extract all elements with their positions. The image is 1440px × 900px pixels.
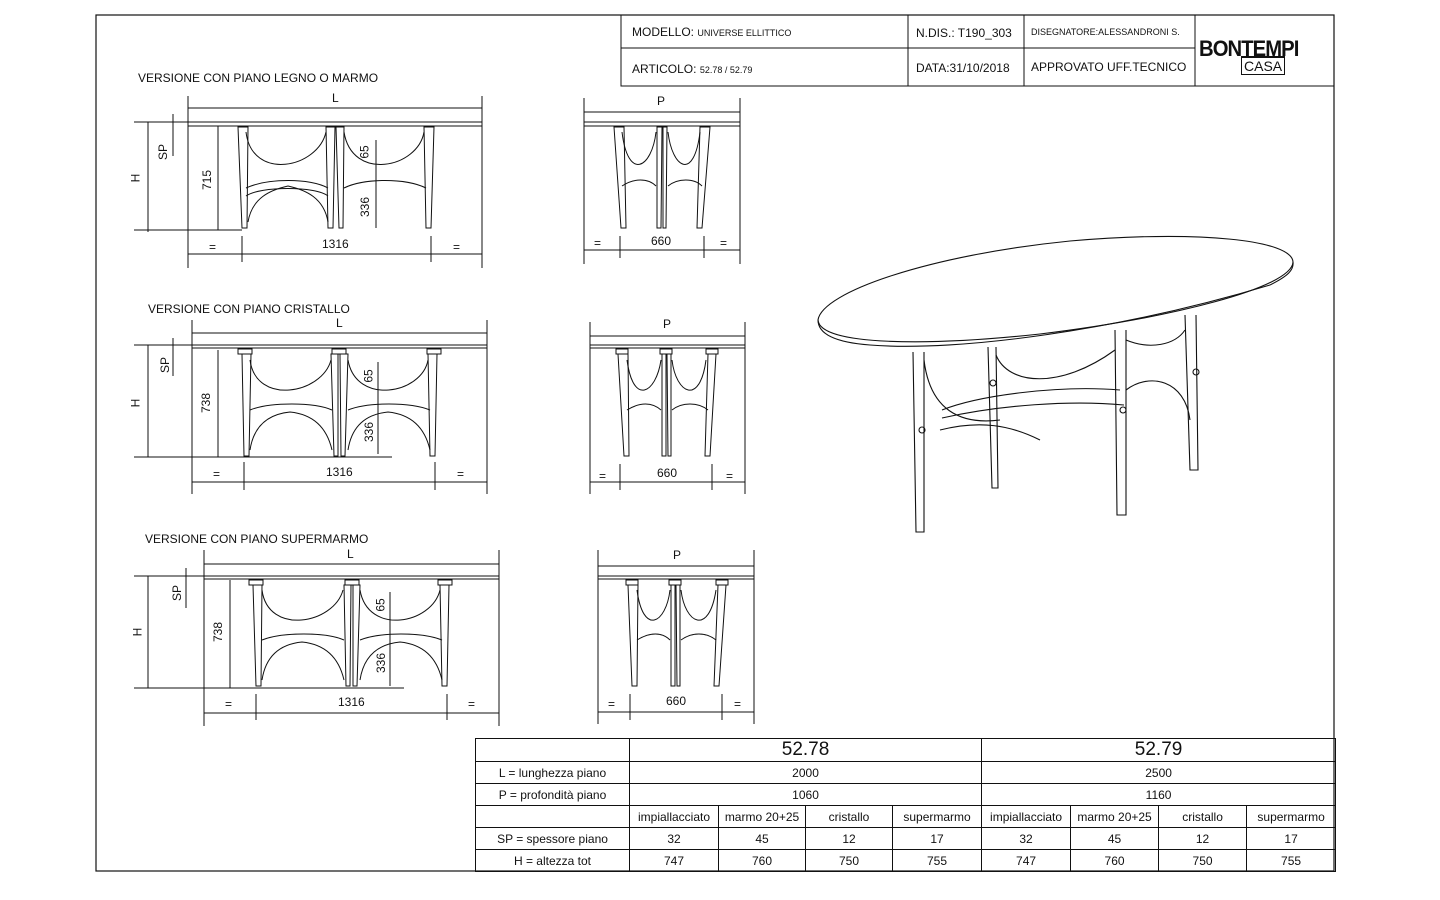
dim-P-3: P bbox=[673, 548, 682, 562]
articolo-field bbox=[632, 62, 752, 76]
ndis-label: N.DIS.: bbox=[916, 26, 955, 40]
ndis-field bbox=[916, 26, 1012, 40]
SP-value: 12 bbox=[1159, 828, 1247, 850]
dim-eq-2b: = bbox=[457, 467, 465, 481]
front-view-1 bbox=[134, 96, 482, 268]
finish-cell: marmo 20+25 bbox=[719, 806, 806, 828]
dim-H-3: H bbox=[130, 627, 145, 637]
articolo-label: ARTICOLO: bbox=[632, 62, 697, 76]
approval-field: APPROVATO UFF.TECNICO bbox=[1031, 60, 1187, 74]
section-title-legno: VERSIONE CON PIANO LEGNO O MARMO bbox=[138, 71, 379, 85]
dim-SP-3: SP bbox=[170, 584, 185, 602]
L-value-1: 2000 bbox=[630, 762, 982, 784]
SP-value: 12 bbox=[806, 828, 893, 850]
H-value: 760 bbox=[719, 850, 806, 872]
SP-value: 45 bbox=[719, 828, 806, 850]
dim-eq-1a: = bbox=[209, 240, 217, 254]
dim-eq-3c: = bbox=[608, 697, 616, 711]
dim-SP-2: SP bbox=[158, 356, 173, 374]
SP-value: 17 bbox=[1247, 828, 1336, 850]
modello-field bbox=[632, 25, 791, 39]
finish-cell: supermarmo bbox=[1247, 806, 1336, 828]
section-title-cristallo: VERSIONE CON PIANO CRISTALLO bbox=[148, 302, 350, 316]
dim-eq-1c: = bbox=[594, 236, 602, 250]
H-value: 750 bbox=[1159, 850, 1247, 872]
P-value-1: 1060 bbox=[630, 784, 982, 806]
row-label-P: P = profondità piano bbox=[476, 784, 630, 806]
dim-depth-1: 660 bbox=[651, 234, 672, 248]
dim-eq-1d: = bbox=[720, 236, 728, 250]
dim-eq-3a: = bbox=[225, 697, 233, 711]
table-row-models bbox=[476, 739, 1336, 762]
logo-casa: CASA bbox=[1241, 56, 1285, 75]
table-row-finishes bbox=[476, 806, 1336, 828]
table-row-L bbox=[476, 762, 1336, 784]
designer-field: DISEGNATORE:ALESSANDRONI S. bbox=[1031, 27, 1180, 37]
logo-wordmark: BONTEMPI bbox=[1199, 36, 1299, 61]
model-header-1: 52.78 bbox=[630, 739, 982, 762]
P-value-2: 1160 bbox=[982, 784, 1336, 806]
finish-cell: cristallo bbox=[806, 806, 893, 828]
dim-height-3: 738 bbox=[211, 621, 226, 643]
bontempi-casa-logo bbox=[1199, 24, 1332, 76]
dim-gap-2: 65 bbox=[361, 369, 376, 383]
dim-height-1: 715 bbox=[200, 169, 215, 191]
row-label-SP: SP = spessore piano bbox=[476, 828, 630, 850]
dim-lower-3: 336 bbox=[374, 652, 389, 674]
table-row-P bbox=[476, 784, 1336, 806]
dim-length-1: 1316 bbox=[322, 237, 349, 251]
finish-cell: marmo 20+25 bbox=[1071, 806, 1159, 828]
dim-SP-1: SP bbox=[156, 143, 171, 161]
H-value: 755 bbox=[893, 850, 982, 872]
dim-gap-1: 65 bbox=[357, 145, 372, 159]
SP-value: 45 bbox=[1071, 828, 1159, 850]
dim-eq-3b: = bbox=[468, 697, 476, 711]
H-value: 755 bbox=[1247, 850, 1336, 872]
dim-eq-2a: = bbox=[213, 467, 221, 481]
articolo-value: 52.78 / 52.79 bbox=[699, 65, 753, 75]
dim-L-3: L bbox=[347, 547, 354, 561]
dim-gap-3: 65 bbox=[373, 598, 388, 612]
finishes-blank bbox=[476, 806, 630, 828]
dim-H-1: H bbox=[128, 173, 143, 183]
H-value: 760 bbox=[1071, 850, 1159, 872]
dim-eq-2d: = bbox=[726, 469, 734, 483]
spec-table bbox=[475, 738, 1336, 872]
dim-depth-2: 660 bbox=[657, 466, 678, 480]
SP-value: 17 bbox=[893, 828, 982, 850]
perspective-view bbox=[818, 237, 1293, 532]
dim-eq-2c: = bbox=[599, 469, 607, 483]
row-label-H: H = altezza tot bbox=[476, 850, 630, 872]
dim-length-3: 1316 bbox=[338, 695, 365, 709]
finish-cell: impiallacciato bbox=[982, 806, 1071, 828]
L-value-2: 2500 bbox=[982, 762, 1336, 784]
SP-value: 32 bbox=[982, 828, 1071, 850]
dim-lower-1: 336 bbox=[358, 196, 373, 218]
finish-cell: supermarmo bbox=[893, 806, 982, 828]
row-label-L: L = lunghezza piano bbox=[476, 762, 630, 784]
table-corner bbox=[476, 739, 630, 762]
table-row-H bbox=[476, 850, 1336, 872]
dim-eq-3d: = bbox=[734, 697, 742, 711]
dim-P-2: P bbox=[663, 317, 672, 331]
dim-eq-1b: = bbox=[453, 240, 461, 254]
dim-P-1: P bbox=[657, 94, 666, 108]
SP-value: 32 bbox=[630, 828, 719, 850]
date-field: DATA:31/10/2018 bbox=[916, 61, 1010, 75]
section-title-supermarmo: VERSIONE CON PIANO SUPERMARMO bbox=[145, 532, 369, 546]
dim-height-2: 738 bbox=[199, 392, 214, 414]
table-row-SP bbox=[476, 828, 1336, 850]
modello-label: MODELLO: bbox=[632, 25, 695, 39]
ndis-value: T190_303 bbox=[957, 26, 1012, 40]
front-view-2 bbox=[134, 320, 487, 494]
dim-L-1: L bbox=[332, 91, 339, 105]
finish-cell: impiallacciato bbox=[630, 806, 719, 828]
dim-H-2: H bbox=[128, 398, 143, 408]
front-view-3 bbox=[134, 550, 499, 726]
modello-value: UNIVERSE ELLITTICO bbox=[697, 28, 792, 38]
dim-L-2: L bbox=[336, 316, 343, 330]
finish-cell: cristallo bbox=[1159, 806, 1247, 828]
H-value: 747 bbox=[982, 850, 1071, 872]
H-value: 747 bbox=[630, 850, 719, 872]
dim-depth-3: 660 bbox=[666, 694, 687, 708]
H-value: 750 bbox=[806, 850, 893, 872]
dim-lower-2: 336 bbox=[362, 421, 377, 443]
dim-length-2: 1316 bbox=[326, 465, 353, 479]
model-header-2: 52.79 bbox=[982, 739, 1336, 762]
